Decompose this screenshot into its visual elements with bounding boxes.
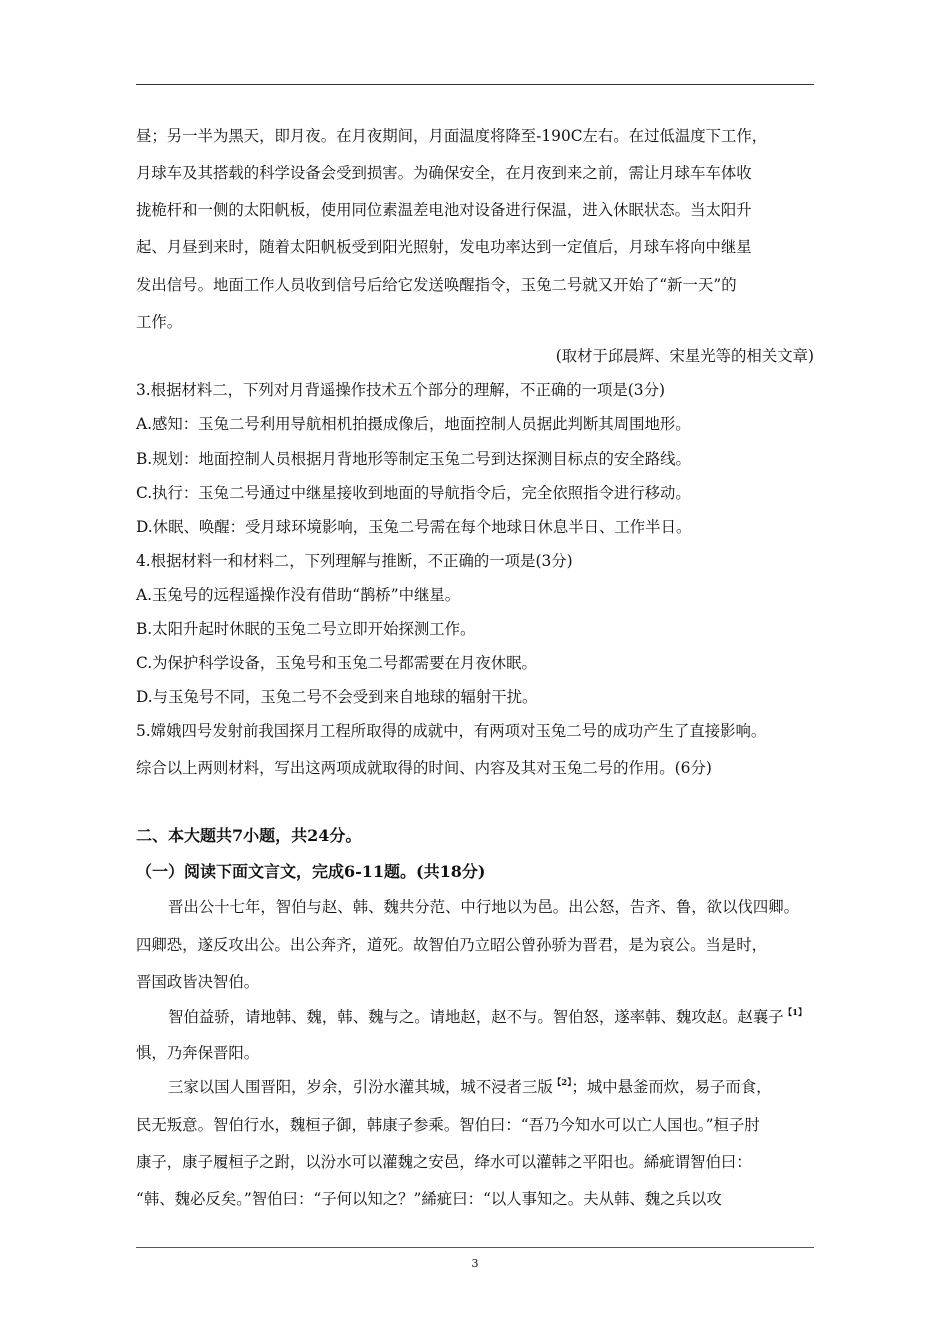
question-5-line: 5.嫦娥四号发射前我国探月工程所取得的成就中，有两项对玉兔二号的成功产生了直接影响。 [136,722,767,740]
classical-text-line [168,1077,858,1097]
section-subheading: （一）阅读下面文言文，完成6-11题。(共18分) [136,862,486,881]
classical-text-segment: 三家以国人围晋阳，岁余，引汾水灌其城，城不浸者三版 [168,1078,553,1096]
passage-line: 发出信号。地面工作人员收到信号后给它发送唤醒指令，玉兔二号就又开始了“新一天”的 [136,276,737,294]
passage-line: 月球车及其搭载的科学设备会受到损害。为确保安全，在月夜到来之前，需让月球车车体收 [136,164,752,182]
question-3-option-b: B.规划：地面控制人员根据月背地形等制定玉兔二号到达探测目标点的安全路线。 [136,450,691,468]
section-heading: 二、本大题共7小题，共24分。 [136,826,362,845]
question-3-stem: 3.根据材料二，下列对月背遥操作技术五个部分的理解，不正确的一项是(3分) [136,381,665,399]
classical-text-segment: 智伯益骄，请地韩、魏，韩、魏与之。请地赵，赵不与。智伯怒，遂率韩、魏攻赵。赵襄子 [168,1008,784,1026]
classical-text-line [168,1007,858,1027]
classical-text-line: 晋国政皆决智伯。 [136,973,260,991]
classical-text-line: 惧，乃奔保晋阳。 [136,1044,260,1062]
footnote-marker-1: 【1】 [783,1008,807,1018]
footnote-marker-2: 【2】 [552,1078,572,1088]
page-number: 3 [471,1257,479,1270]
passage-line: 昼；另一半为黑天，即月夜。在月夜期间，月面温度将降至-190C左右。在过低温度下工作， [136,127,768,145]
classical-text-line: 晋出公十七年，智伯与赵、韩、魏共分范、中行地以为邑。出公怒，告齐、鲁，欲以伐四卿。 [168,898,800,916]
passage-line: 拢桅杆和一侧的太阳帆板，使用同位素温差电池对设备进行保温，进入休眠状态。当太阳升 [136,201,752,219]
question-3-option-a: A.感知：玉兔二号利用导航相机拍摄成像后，地面控制人员据此判断其周围地形。 [136,415,691,433]
classical-text-line: 民无叛意。智伯行水，魏桓子御，韩康子参乘。智伯曰：“吾乃今知水可以亡人国也。”桓子肘 [136,1116,760,1134]
source-citation: (取材于邱晨辉、宋星光等的相关文章) [555,347,814,365]
classical-text-line: “韩、魏必反矣。”智伯曰：“子何以知之？”絺疵曰：“以人事知之。夫从韩、魏之兵以攻 [136,1190,722,1208]
question-3-option-d: D.休眠、唤醒：受月球环境影响，玉兔二号需在每个地球日休息半日、工作半日。 [136,518,692,536]
passage-line: 起、月昼到来时，随着太阳帆板受到阳光照射，发电功率达到一定值后，月球车将向中继星 [136,238,752,256]
question-4-option-b: B.太阳升起时休眠的玉兔二号立即开始探测工作。 [136,620,476,638]
classical-text-line: 康子，康子履桓子之跗，以汾水可以灌魏之安邑，绛水可以灌韩之平阳也。絺疵谓智伯曰： [136,1153,752,1171]
passage-line: 工作。 [136,313,183,331]
question-4-option-a: A.玉兔号的远程遥操作没有借助“鹊桥”中继星。 [136,586,461,604]
question-4-stem: 4.根据材料一和材料二，下列理解与推断，不正确的一项是(3分) [136,552,573,570]
header-rule [136,84,814,85]
classical-text-line: 四卿恐，遂反攻出公。出公奔齐，道死。故智伯乃立昭公曾孙骄为晋君，是为哀公。当是时， [136,936,768,954]
question-5-line: 综合以上两则材料，写出这两项成就取得的时间、内容及其对玉兔二号的作用。(6分) [136,759,712,777]
question-3-option-c: C.执行：玉兔二号通过中继星接收到地面的导航指令后，完全依照指令进行移动。 [136,484,691,502]
question-4-option-c: C.为保护科学设备，玉兔号和玉兔二号都需要在月夜休眠。 [136,654,537,672]
footer-rule [136,1247,814,1248]
question-4-option-d: D.与玉兔号不同，玉兔二号不会受到来自地球的辐射干扰。 [136,688,538,706]
classical-text-segment: ；城中悬釜而炊，易子而食， [571,1078,772,1096]
